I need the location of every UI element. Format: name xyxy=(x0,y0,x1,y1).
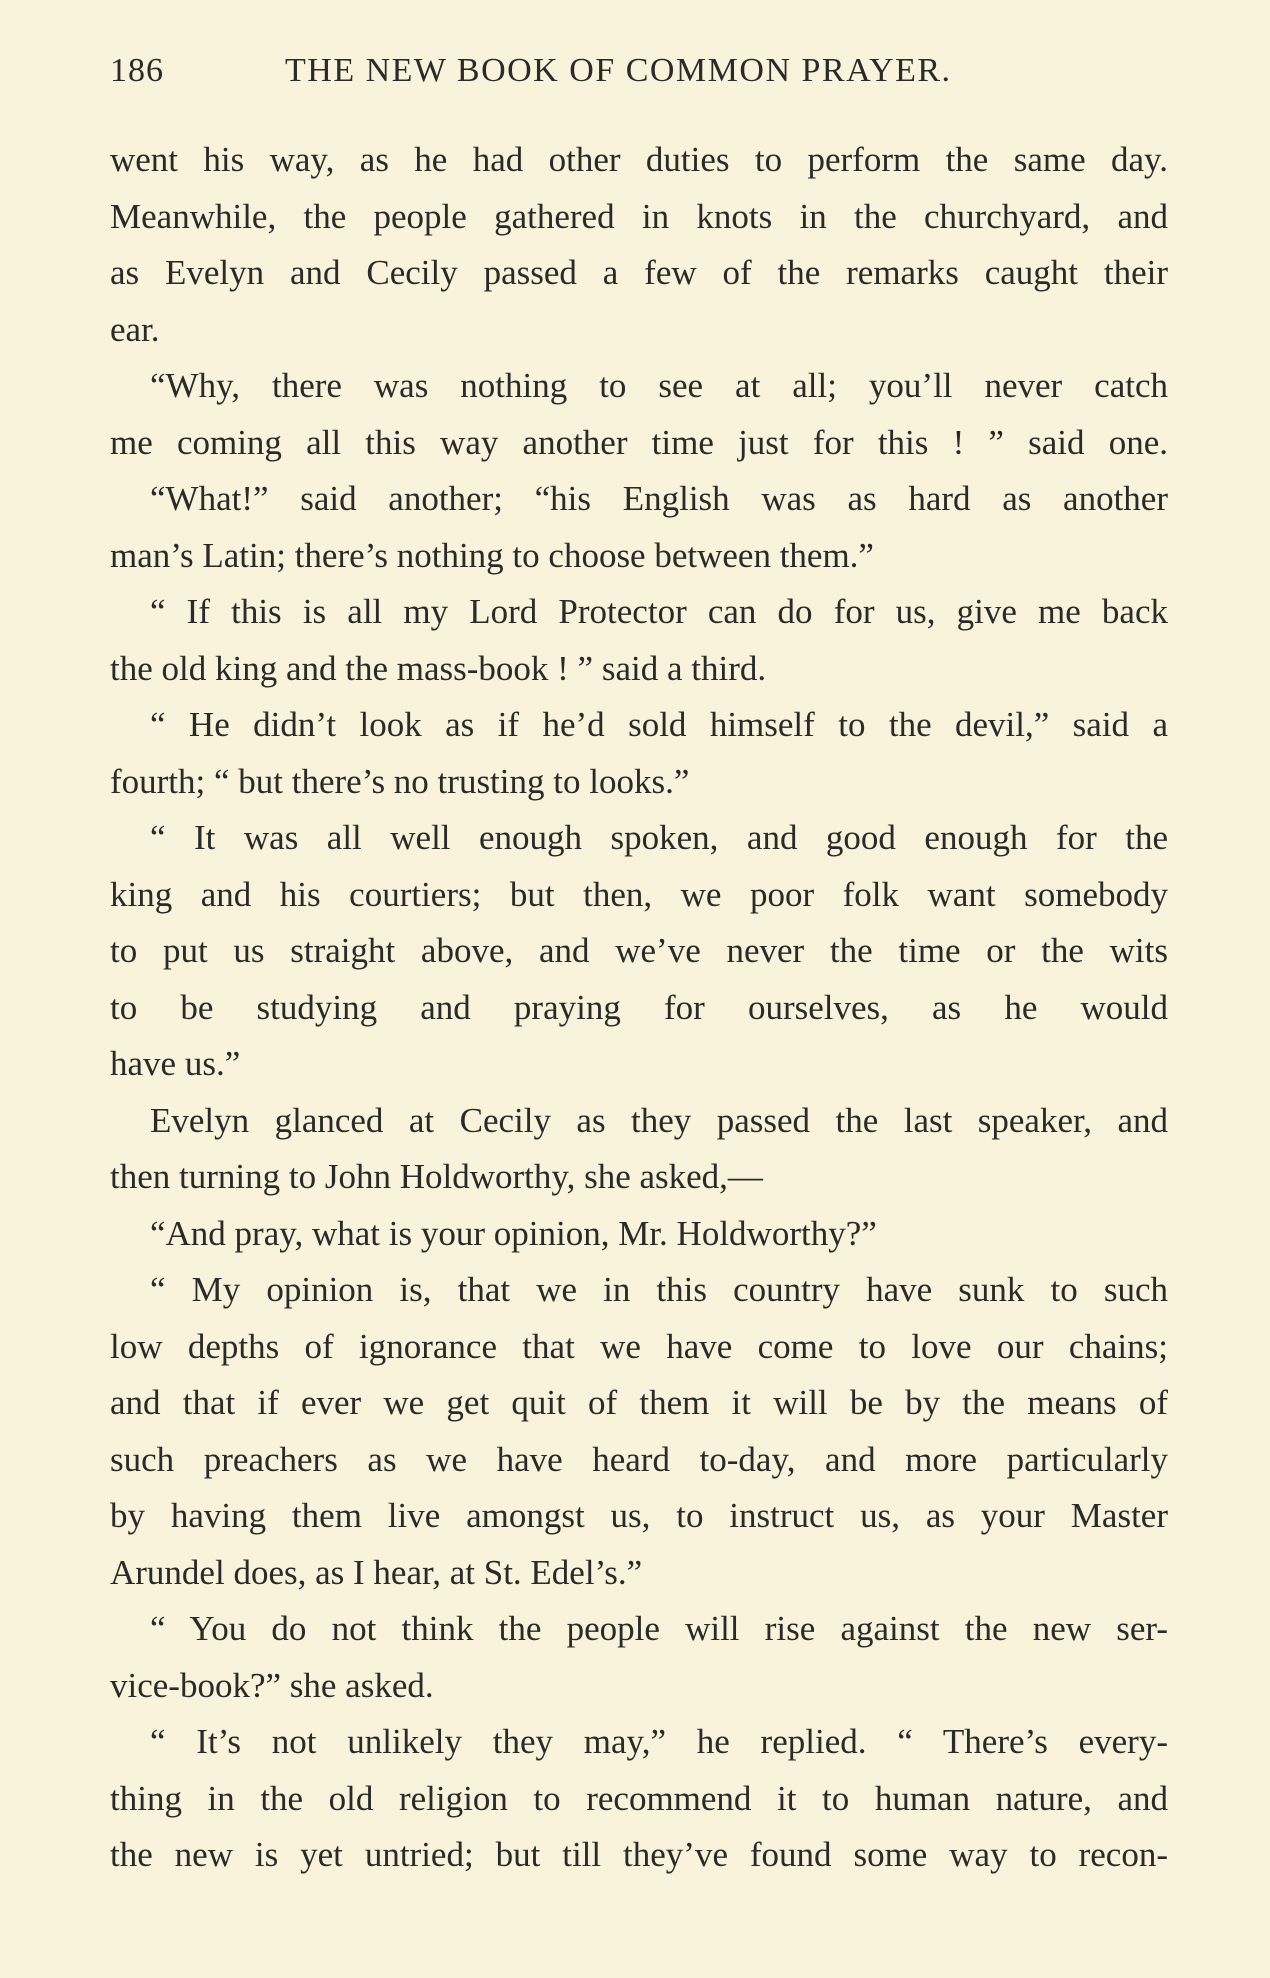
text-line: fourth; “ but there’s no trusting to looks.” xyxy=(110,761,690,801)
text-line: “ You do not think the people will rise against the new ser- xyxy=(150,1609,1168,1648)
text-line: me coming all this way another time just for this ! ” said one. xyxy=(110,422,1168,462)
text-line: “What!” said another; “his English was as hard as another xyxy=(150,479,1168,518)
body-text xyxy=(110,132,1168,1884)
text-line: “ My opinion is, that we in this country have sunk to such xyxy=(150,1270,1168,1309)
text-line: man’s Latin; there’s nothing to choose between them.” xyxy=(110,535,874,575)
text-line: low depths of ignorance that we have come to love our chains; xyxy=(110,1326,1168,1366)
text-line: “Why, there was nothing to see at all; you’ll never catch xyxy=(150,366,1168,405)
text-line: as Evelyn and Cecily passed a few of the remarks caught their xyxy=(110,253,1168,292)
text-line: the new is yet untried; but till they’ve found some way to recon- xyxy=(110,1835,1168,1874)
text-line: “And pray, what is your opinion, Mr. Holdworthy?” xyxy=(150,1213,877,1253)
text-line: and that if ever we get quit of them it will be by the means of xyxy=(110,1383,1168,1422)
text-line: such preachers as we have heard to-day, and more particularly xyxy=(110,1439,1168,1479)
text-line: vice-book?” she asked. xyxy=(110,1665,434,1705)
text-line: Arundel does, as I hear, at St. Edel’s.” xyxy=(110,1552,643,1592)
text-line: have us.” xyxy=(110,1044,241,1083)
text-line: “ It’s not unlikely they may,” he replied. “ There’s every- xyxy=(150,1722,1168,1761)
text-line: to be studying and praying for ourselves, as he would xyxy=(110,987,1168,1027)
text-line: Meanwhile, the people gathered in knots in the churchyard, and xyxy=(110,196,1168,236)
page-number: 186 xyxy=(110,52,164,89)
text-line: then turning to John Holdworthy, she asked,— xyxy=(110,1157,763,1196)
text-line: “ He didn’t look as if he’d sold himself to the devil,” said a xyxy=(150,705,1168,744)
text-line: “ It was all well enough spoken, and good enough for the xyxy=(150,818,1168,857)
text-line: went his way, as he had other duties to perform the same day. xyxy=(110,140,1168,179)
running-head: THE NEW BOOK OF COMMON PRAYER. xyxy=(285,52,952,89)
text-line: king and his courtiers; but then, we poor folk want somebody xyxy=(110,874,1168,914)
page-header xyxy=(110,52,1165,96)
text-line: the old king and the mass-book ! ” said a third. xyxy=(110,648,767,688)
text-line: “ If this is all my Lord Protector can do for us, give me back xyxy=(150,592,1168,631)
text-line: ear. xyxy=(110,309,160,349)
text-line: to put us straight above, and we’ve never the time or the wits xyxy=(110,931,1168,970)
text-line: Evelyn glanced at Cecily as they passed the last speaker, and xyxy=(150,1100,1168,1140)
text-line: thing in the old religion to recommend it to human nature, and xyxy=(110,1778,1168,1818)
text-line: by having them live amongst us, to instruct us, as your Master xyxy=(110,1496,1168,1535)
